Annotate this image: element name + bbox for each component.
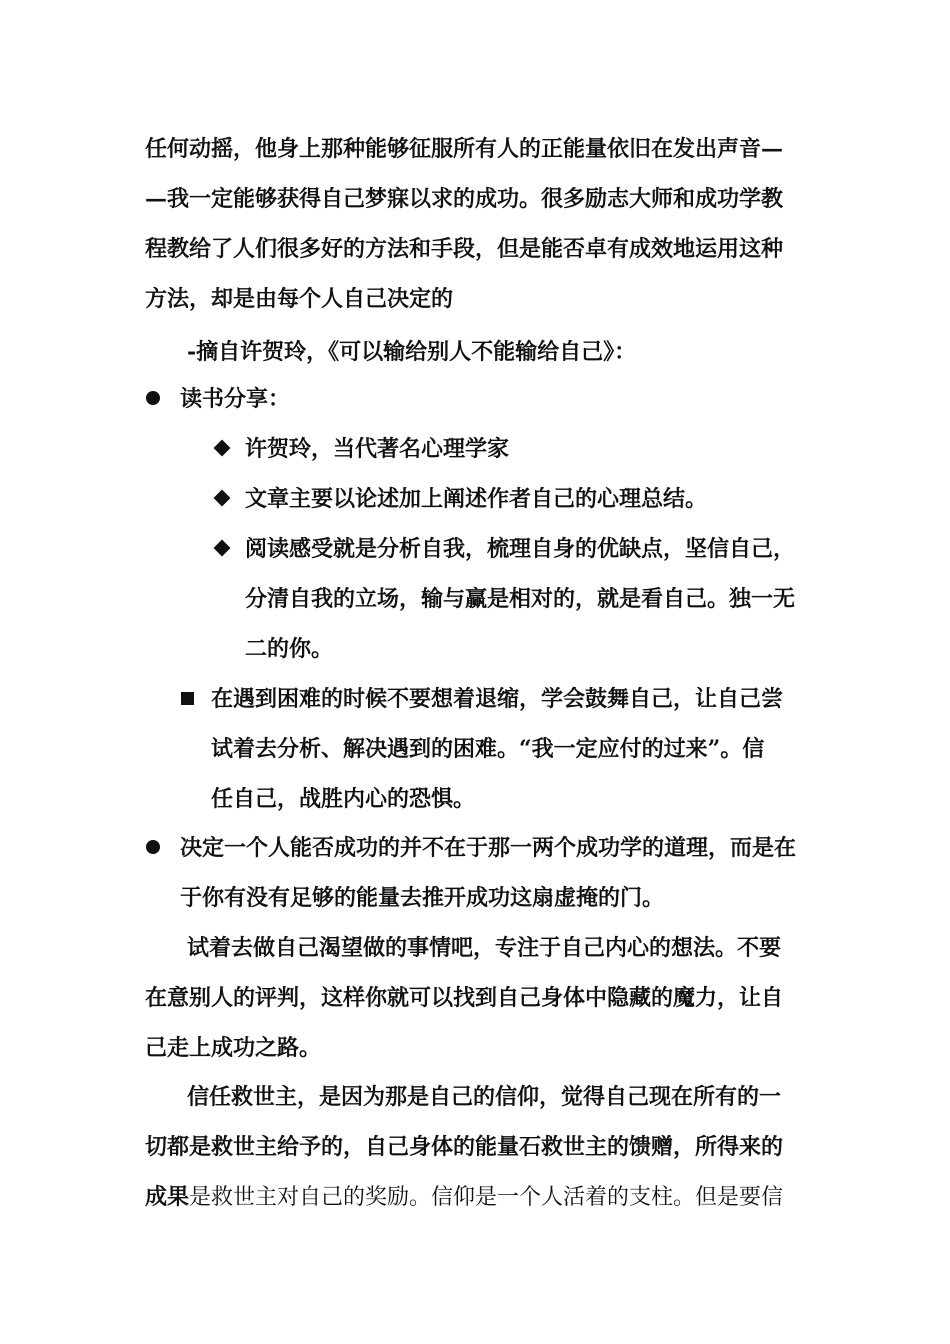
diamond-bullet-icon	[214, 440, 231, 457]
list-item: 许贺玲，当代著名心理学家	[245, 436, 510, 462]
paragraph-line: 试着去做自己渴望做的事情吧，专注于自己内心的想法。不要	[187, 935, 782, 961]
bold-text: 成果	[145, 1184, 190, 1210]
paragraph-line: —我一定能够获得自己梦寐以求的成功。很多励志大师和成功学教	[145, 186, 784, 212]
paragraph-line: 程教给了人们很多好的方法和手段，但是能否卓有成效地运用这种	[145, 236, 784, 262]
list-item-continuation: 分清自我的立场，输与赢是相对的，就是看自己。独一无	[245, 586, 796, 612]
bullet-dot-icon	[146, 840, 160, 854]
paragraph-line	[145, 1182, 783, 1213]
list-item-continuation: 二的你。	[245, 636, 334, 662]
citation: -摘自许贺玲，《可以输给别人不能输给自己》：	[187, 339, 637, 365]
diamond-bullet-icon	[214, 540, 231, 557]
paragraph-line: 在意别人的评判，这样你就可以找到自己身体中隐藏的魔力，让自	[145, 985, 784, 1011]
list-item: 阅读感受就是分析自我，梳理自身的优缺点，坚信自己，	[245, 536, 796, 562]
list-item-continuation: 任自己，战胜内心的恐惧。	[211, 786, 476, 812]
paragraph-line: 切都是救世主给予的，自己身体的能量石救世主的馈赠，所得来的	[145, 1134, 784, 1160]
list-item: 在遇到困难的时候不要想着退缩，学会鼓舞自己，让自己尝	[211, 686, 784, 712]
paragraph-line: 任何动摇，他身上那种能够征服所有人的正能量依旧在发出声音—	[145, 136, 784, 162]
diamond-bullet-icon	[214, 490, 231, 507]
square-bullet-icon	[181, 692, 194, 705]
paragraph-line: 信任救世主，是因为那是自己的信仰，觉得自己现在所有的一	[187, 1084, 782, 1110]
bullet-dot-icon	[146, 391, 160, 405]
paragraph-line: 己走上成功之路。	[145, 1035, 322, 1061]
list-item: 决定一个人能否成功的并不在于那一两个成功学的道理，而是在	[180, 835, 797, 861]
paragraph-line: 方法，却是由每个人自己决定的	[145, 286, 454, 312]
section-label: 读书分享：	[180, 386, 291, 412]
list-item-continuation: 于你有没有足够的能量去推开成功这扇虚掩的门。	[180, 885, 665, 911]
list-item-continuation: 试着去分析、解决遇到的困难。“我一定应付的过来”。信	[211, 736, 765, 762]
regular-text: 是救世主对自己的奖励。信仰是一个人活着的支柱。但是要信	[189, 1185, 784, 1210]
list-item: 文章主要以论述加上阐述作者自己的心理总结。	[245, 486, 708, 512]
